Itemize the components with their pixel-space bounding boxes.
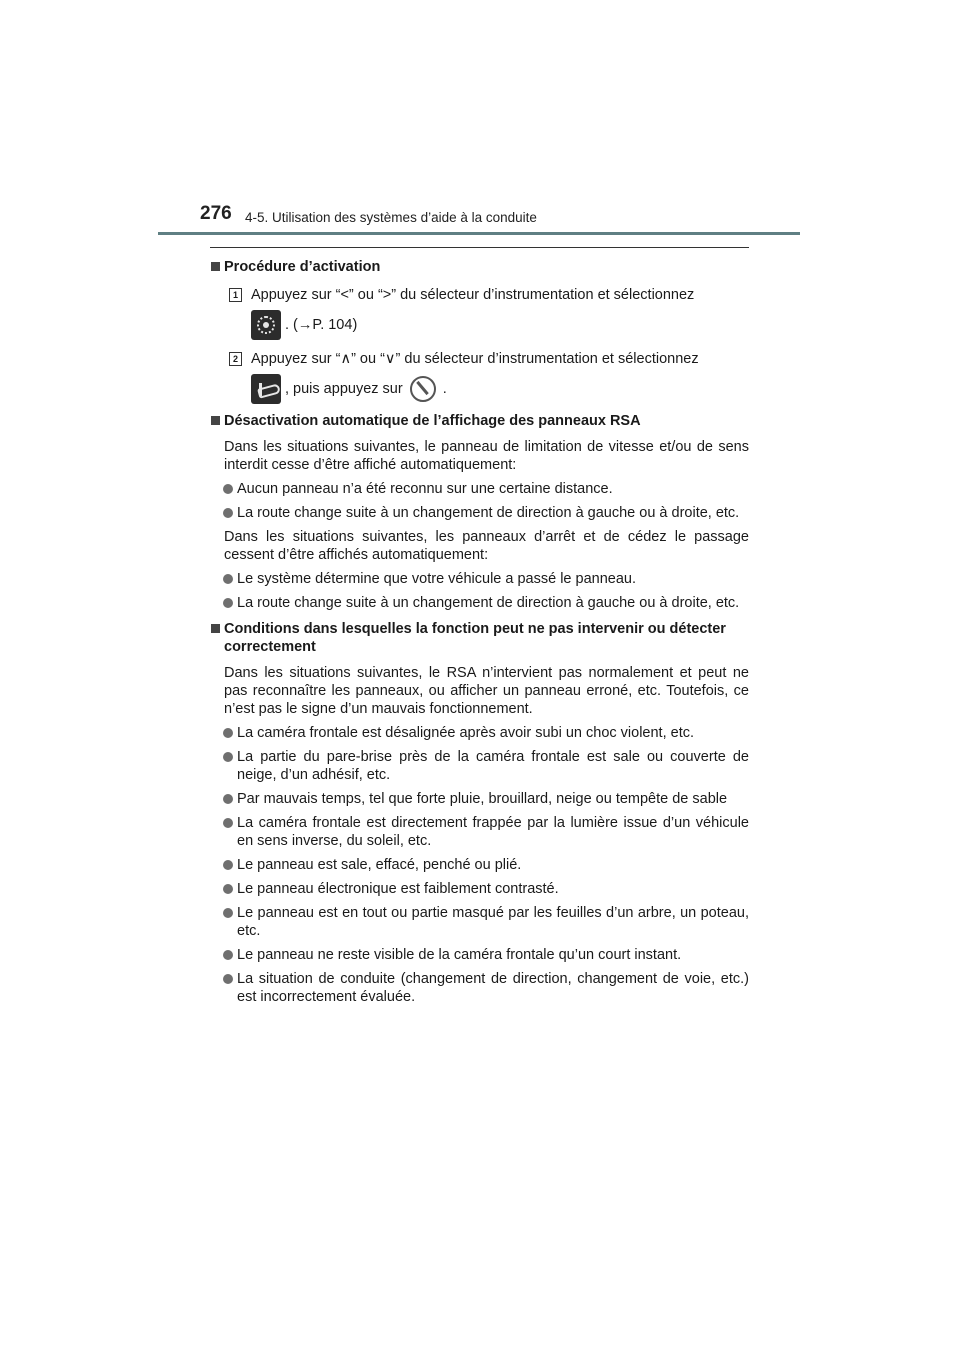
step-2 <box>211 350 749 368</box>
list-item: Le panneau est en tout ou partie masqué par les feuilles d’un arbre, un poteau, etc. <box>211 904 749 940</box>
list-item: La route change suite à un changement de direction à gauche ou à droite, etc. <box>211 594 749 612</box>
bullet-icon <box>223 574 233 584</box>
step-2-after-icon: , puis appuyez sur <box>285 381 403 397</box>
bullet-icon <box>223 908 233 918</box>
step-number-1: 1 <box>229 288 242 302</box>
step-2-icon-line <box>211 374 749 404</box>
page-number: 276 <box>200 203 232 224</box>
bullet-icon <box>223 508 233 518</box>
step-1-text: Appuyez sur “<” ou “>” du sélecteur d’instrumentation et sélectionnez <box>251 287 695 303</box>
conditions-intro: Dans les situations suivantes, le RSA n’intervient pas normalement et peut ne pas reconnaître les panneaux, ou afficher un panneau erroné, etc. Toutefois, ce n’est pas le signe d’un mauvais fonctionnement. <box>224 665 749 717</box>
step-number-2: 2 <box>229 352 242 366</box>
bullet-icon <box>223 752 233 762</box>
section-title: 4-5. Utilisation des systèmes d’aide à la conduite <box>245 210 537 225</box>
bullet-icon <box>223 884 233 894</box>
list-item: Le panneau ne reste visible de la caméra frontale qu’un court instant. <box>211 946 749 964</box>
step-2-end: . <box>442 381 447 397</box>
bullet-icon <box>223 484 233 494</box>
bullet-icon <box>223 598 233 608</box>
bullet-icon <box>223 794 233 804</box>
list-item: La situation de conduite (changement de direction, changement de voie, etc.) est incorrectement évaluée. <box>211 970 749 1006</box>
bullet-icon <box>223 728 233 738</box>
list-item: Le système détermine que votre véhicule a passé le panneau. <box>211 570 749 588</box>
step-1-after-icon: . (→P. 104) <box>285 317 358 333</box>
list-item: La caméra frontale est directement frappée par la lumière issue d’un véhicule en sens inverse, du soleil, etc. <box>211 814 749 850</box>
step-1 <box>211 286 749 304</box>
list-item: Aucun panneau n’a été reconnu sur une certaine distance. <box>211 480 749 498</box>
bullet-icon <box>223 974 233 984</box>
main-content <box>211 254 749 1010</box>
settings-gear-icon <box>251 310 281 340</box>
road-sign-icon <box>251 374 281 404</box>
heading-square-icon <box>211 416 220 425</box>
list-item: La caméra frontale est désalignée après avoir subi un choc violent, etc. <box>211 724 749 742</box>
conditions-heading: Conditions dans lesquelles la fonction peut ne pas intervenir ou détecter correctement <box>211 620 749 656</box>
deactivation-intro-2: Dans les situations suivantes, les panneaux d’arrêt et de cédez le passage cessent d’être affichés automatiquement: <box>224 529 749 563</box>
deactivation-heading: Désactivation automatique de l’affichage des panneaux RSA <box>211 412 749 430</box>
list-item: Par mauvais temps, tel que forte pluie, brouillard, neige ou tempête de sable <box>211 790 749 808</box>
bullet-icon <box>223 860 233 870</box>
list-item: La partie du pare-brise près de la caméra frontale est sale ou couverte de neige, d’un adhésif, etc. <box>211 748 749 784</box>
press-button-icon <box>410 376 436 402</box>
activation-heading: Procédure d’activation <box>211 258 749 276</box>
deactivation-intro-1: Dans les situations suivantes, le panneau de limitation de vitesse et/ou de sens interdit cesse d’être affiché automatiquement: <box>224 439 749 473</box>
bullet-icon <box>223 818 233 828</box>
step-1-icon-line <box>211 310 749 340</box>
bullet-icon <box>223 950 233 960</box>
content-divider <box>210 247 749 248</box>
heading-square-icon <box>211 262 220 271</box>
list-item: La route change suite à un changement de direction à gauche ou à droite, etc. <box>211 504 749 522</box>
header-rule <box>158 232 800 235</box>
step-2-text: Appuyez sur “∧” ou “∨” du sélecteur d’instrumentation et sélectionnez <box>251 351 699 367</box>
heading-square-icon <box>211 624 220 633</box>
list-item: Le panneau électronique est faiblement contrasté. <box>211 880 749 898</box>
list-item: Le panneau est sale, effacé, penché ou plié. <box>211 856 749 874</box>
